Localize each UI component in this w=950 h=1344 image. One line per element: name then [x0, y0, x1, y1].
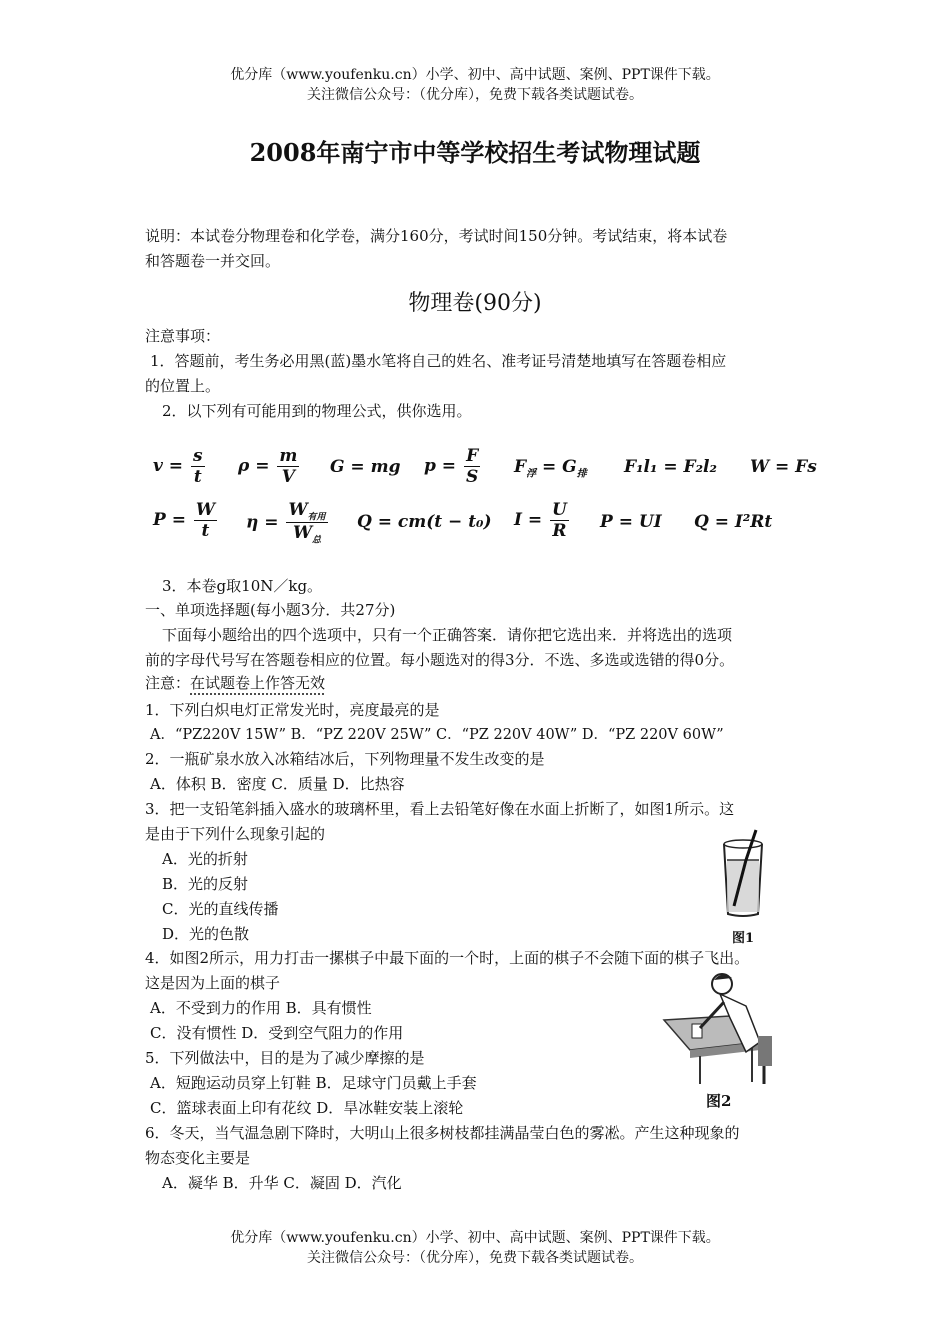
formula-work: W = Fs [750, 457, 817, 477]
formula-pressure-den: S [465, 467, 479, 487]
formula-heat: Q = cm(t − t₀) [357, 512, 492, 532]
formula-buoyancy-sub2: 排 [576, 468, 587, 480]
formula-efficiency-den: W [292, 523, 313, 544]
figure-1-caption: 图1 [732, 931, 755, 946]
question-4-options-cd: C．没有惯性 D．受到空气阻力的作用 [150, 1024, 404, 1042]
question-1: 1．下列白炽电灯正常发光时，亮度最亮的是 [145, 701, 440, 719]
formula-power-den: t [201, 521, 210, 541]
formula-density-num: m [279, 446, 298, 466]
formula-pressure-lhs: p = [424, 456, 457, 476]
note-1-line-2: 的位置上。 [145, 377, 221, 395]
formula-gravity: G = mg [330, 457, 401, 477]
formula-velocity-den: t [193, 467, 202, 487]
page-title: 2008年南宁市中等学校招生考试物理试题 [249, 138, 701, 167]
question-3-option-c: C．光的直线传播 [162, 900, 279, 918]
formula-current-num: U [552, 500, 567, 520]
question-2: 2．一瓶矿泉水放入冰箱结冰后，下列物理量不发生改变的是 [145, 750, 545, 768]
note-1-line-1: 1．答题前，考生务必用黑(蓝)墨水笔将自己的姓名、准考证号清楚地填写在答题卷相应 [150, 352, 727, 370]
formula-current [514, 500, 571, 541]
intro-line-2: 和答题卷一并交回。 [145, 252, 281, 270]
question-6-options: A．凝华 B．升华 C．凝固 D．汽化 [162, 1174, 402, 1192]
part1-note [145, 673, 325, 693]
notes-heading: 注意事项： [145, 327, 221, 345]
intro-line-1: 说明：本试卷分物理卷和化学卷，满分160分，考试时间150分钟。考试结束，将本试卷 [145, 227, 728, 245]
formula-buoyancy-sub1: 浮 [526, 468, 537, 480]
question-3-option-b: B．光的反射 [162, 875, 249, 893]
note-3: 3．本卷g取10N／kg。 [162, 577, 323, 595]
formula-buoyancy [514, 457, 587, 479]
formula-current-den: R [552, 521, 567, 541]
formula-velocity-num: s [192, 446, 203, 466]
question-1-options: A．“PZ220V 15W” B．“PZ 220V 25W” C．“PZ 220V 40W” D．“PZ 220V 60W” [150, 727, 724, 743]
figure-1 [718, 826, 768, 926]
formula-power-num: W [195, 500, 215, 520]
question-6-line-2: 物态变化主要是 [145, 1149, 251, 1167]
formula-power [153, 500, 219, 541]
question-6-line-1: 6．冬天，当气温急剧下降时，大明山上很多树枝都挂满晶莹白色的雾凇。产生这种现象的 [145, 1124, 740, 1142]
formula-current-lhs: I = [514, 510, 543, 530]
question-4-options-ab: A．不受到力的作用 B．具有惯性 [150, 999, 372, 1017]
formula-pressure-num: F [464, 446, 480, 467]
formula-lever: F₁l₁ = F₂l₂ [624, 457, 717, 477]
question-5-options-cd: C．篮球表面上印有花纹 D．旱冰鞋安装上滚轮 [150, 1099, 464, 1117]
formula-efficiency-num: W [288, 500, 308, 520]
boy-hitting-chess-pieces-illustration [660, 972, 790, 1088]
figure-2 [660, 972, 790, 1088]
part1-note-prefix: 注意： [145, 674, 191, 692]
formula-joule-heat: Q = I²Rt [694, 512, 773, 532]
formula-efficiency-lhs: η = [246, 512, 279, 533]
part1-note-emphasis: 在试题卷上作答无效 [190, 674, 326, 692]
part1-heading: 一、单项选择题(每小题3分．共27分) [145, 601, 396, 619]
question-4-line-2: 这是因为上面的棋子 [145, 974, 281, 992]
question-4-line-1: 4．如图2所示，用力打击一摞棋子中最下面的一个时，上面的棋子不会随下面的棋子飞出。 [145, 949, 750, 967]
part1-desc-line-1: 下面每小题给出的四个选项中，只有一个正确答案．请你把它选出来．并将选出的选项 [162, 626, 733, 644]
question-2-options: A．体积 B．密度 C．质量 D．比热容 [150, 775, 405, 793]
formula-density [238, 446, 301, 487]
part1-desc-line-2: 前的字母代号写在答题卷相应的位置。每小题选对的得3分．不选、多选或选错的得0分。 [145, 651, 735, 669]
formula-efficiency [246, 500, 330, 546]
formula-efficiency-den-sub: 总 [312, 535, 322, 546]
formula-velocity-lhs: v = [153, 456, 184, 476]
glass-with-pencil-illustration [718, 826, 768, 922]
section-title: 物理卷(90分) [408, 291, 542, 316]
formula-density-lhs: ρ = [238, 456, 270, 476]
question-3-option-a: A．光的折射 [162, 850, 248, 868]
formula-efficiency-num-sub: 有用 [307, 512, 326, 523]
formula-buoyancy-f: F [514, 457, 527, 477]
formula-density-den: V [281, 467, 295, 487]
header-line-2: 关注微信公众号：（优分库），免费下载各类试题试卷。 [307, 87, 643, 103]
question-5-options-ab: A．短跑运动员穿上钉鞋 B．足球守门员戴上手套 [150, 1074, 477, 1092]
question-3-line-2: 是由于下列什么现象引起的 [145, 825, 326, 843]
footer-line-1: 优分库（www.youfenku.cn）小学、初中、高中试题、案例、PPT课件下载。 [230, 1230, 720, 1246]
question-3-line-1: 3．把一支铅笔斜插入盛水的玻璃杯里，看上去铅笔好像在水面上折断了，如图1所示。这 [145, 800, 735, 818]
figure-2-caption: 图2 [706, 1092, 732, 1110]
question-5: 5．下列做法中，目的是为了减少摩擦的是 [145, 1049, 425, 1067]
formula-velocity [153, 446, 207, 487]
header-line-1: 优分库（www.youfenku.cn）小学、初中、高中试题、案例、PPT课件下载。 [230, 67, 720, 83]
question-3-option-d: D．光的色散 [162, 925, 250, 943]
formula-electric-power: P = UI [600, 512, 662, 532]
footer-line-2: 关注微信公众号：（优分库），免费下载各类试题试卷。 [307, 1250, 643, 1266]
formula-power-lhs: P = [153, 510, 186, 530]
note-2: 2．以下列有可能用到的物理公式，供你选用。 [162, 402, 472, 420]
formula-pressure [424, 446, 482, 487]
formula-buoyancy-eq: = G [536, 457, 577, 477]
